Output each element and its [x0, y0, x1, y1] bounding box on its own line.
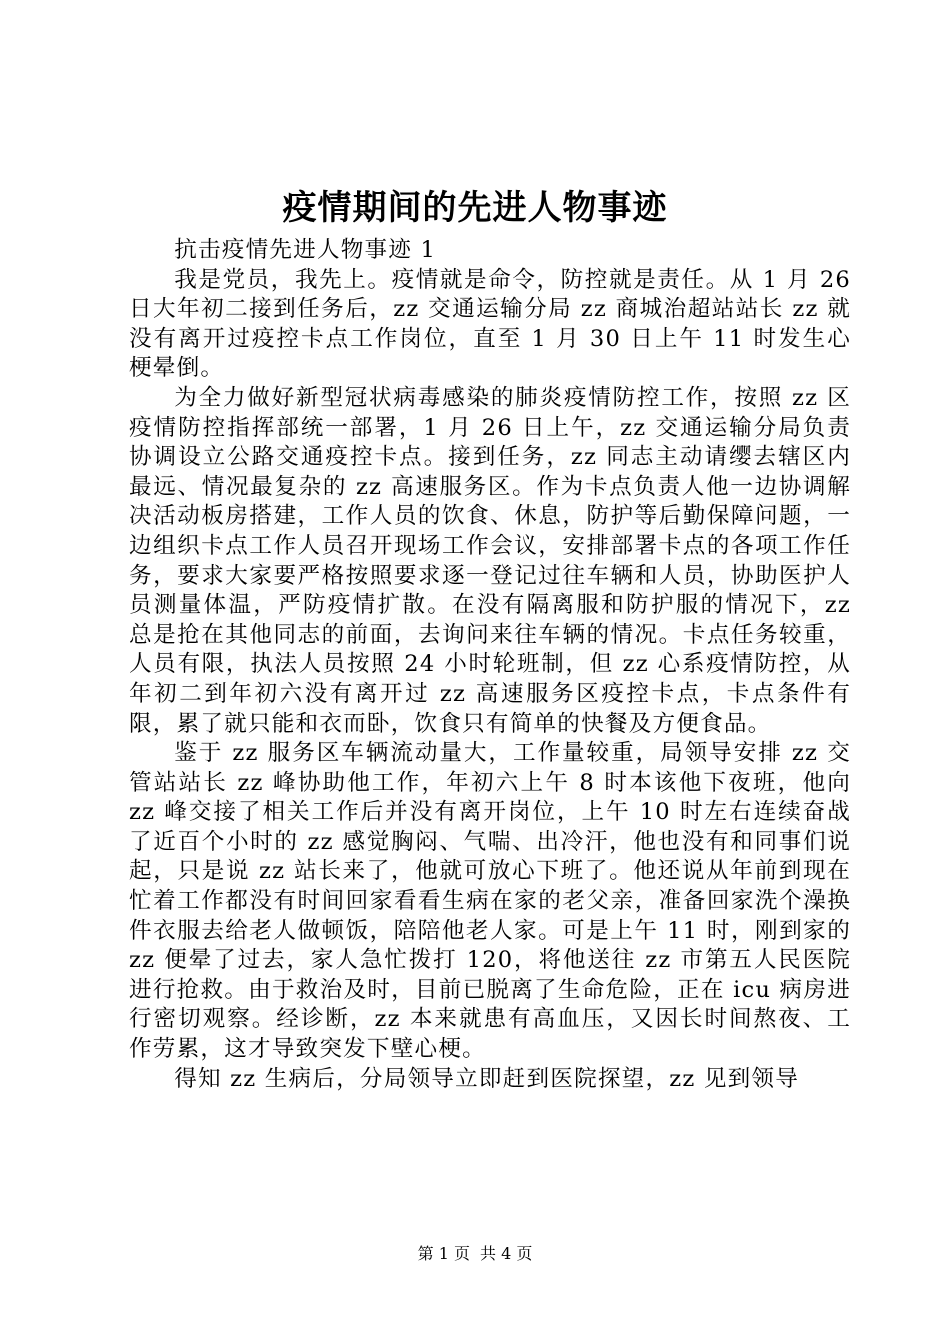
paragraph: 我是党员，我先上。疫情就是命令，防控就是责任。从 1 月 26 日大年初二接到任务后，zz 交通运输分局 zz 商城治超站站长 zz 就没有离开过疫控卡点工作岗位，直至 1 月 30 日上午 11 时发生心梗晕倒。: [129, 266, 851, 382]
paragraph: 得知 zz 生病后，分局领导立即赶到医院探望，zz 见到领导: [174, 1065, 800, 1092]
page-number: 第 1 页: [417, 1244, 470, 1263]
section-heading: 抗击疫情先进人物事迹 1: [174, 237, 437, 263]
document-body: [129, 236, 851, 1094]
paragraph: 为全力做好新型冠状病毒感染的肺炎疫情防控工作，按照 zz 区疫情防控指挥部统一部署，1 月 26 日上午，zz 交通运输分局负责协调设立公路交通疫控卡点。接到任务，zz 同志主动请缨去辖区内最远、情况最复杂的 zz 高速服务区。作为卡点负责人他一边协调解决活动板房搭建，工作人员的饮食、休息，防护等后勤保障问题，一边组织卡点工作人员召开现场工作会议，安排部署卡点的各项工作任务，要求大家要严格按照要求逐一登记过往车辆和人员，协助医护人员测量体温，严防疫情扩散。在没有隔离服和防护服的情况下，zz 总是抢在其他同志的前面，去询问来往车辆的情况。卡点任务较重，人员有限，执法人员按照 24 小时轮班制，但 zz 心系疫情防控，从年初二到年初六没有离开过 zz 高速服务区疫控卡点，卡点条件有限，累了就只能和衣而卧，饮食只有简单的快餐及方便食品。: [129, 384, 851, 737]
document-title: 疫情期间的先进人物事迹: [282, 188, 668, 228]
page-footer: [0, 1242, 950, 1266]
paragraph: 鉴于 zz 服务区车辆流动量大，工作量较重，局领导安排 zz 交管站站长 zz 峰协助他工作，年初六上午 8 时本该他下夜班，他向 zz 峰交接了相关工作后并没有离开岗位，上午 10 时左右连续奋战了近百个小时的 zz 感觉胸闷、气喘、出冷汗，他也没有和同事们说起，只是说 zz 站长来了，他就可放心下班了。他还说从年前到现在忙着工作都没有时间回家看看生病在家的老父亲，准备回家洗个澡换件衣服去给老人做顿饭，陪陪他老人家。可是上午 11 时，刚到家的 zz 便晕了过去，家人急忙拨打 120，将他送往 zz 市第五人民医院进行抢救。由于救治及时，目前已脱离了生命危险，正在 icu 病房进行密切观察。经诊断，zz 本来就患有高血压，又因长时间熬夜、工作劳累，这才导致突发下壁心梗。: [129, 740, 851, 1063]
page-total: 共 4 页: [480, 1244, 533, 1263]
